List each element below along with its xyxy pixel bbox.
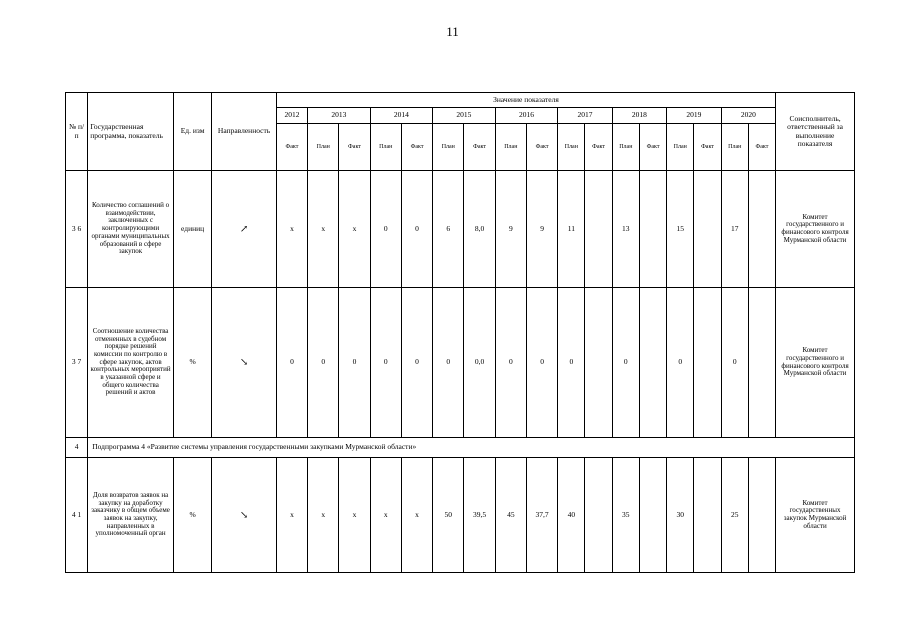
value-cell: 0 xyxy=(401,288,432,438)
sub-label: Факт xyxy=(464,124,495,171)
row-num: 3 7 xyxy=(66,288,88,438)
subprogram-title: Подпрограмма 4 «Развитие системы управления государственными закупками Мурманской области» xyxy=(88,438,855,458)
value-cell: 0 xyxy=(526,288,557,438)
value-cell xyxy=(639,458,666,573)
year-header: 2020 xyxy=(721,108,775,124)
sub-label: План xyxy=(370,124,401,171)
value-cell: 50 xyxy=(433,458,464,573)
value-cell: 39,5 xyxy=(464,458,495,573)
year-header: 2018 xyxy=(612,108,666,124)
value-cell: 9 xyxy=(526,171,557,288)
value-cell: x xyxy=(401,458,432,573)
value-cell: x xyxy=(308,171,339,288)
value-cell: 0 xyxy=(370,288,401,438)
value-cell: 0 xyxy=(558,288,585,438)
value-cell xyxy=(694,288,721,438)
indicator-name: Доля возвратов заявок на закупку на доработку заказчику в общем объеме заявок на закупку, направленных в уполномоченный орган xyxy=(88,458,174,573)
sub-label: План xyxy=(495,124,526,171)
value-cell xyxy=(639,171,666,288)
table-row xyxy=(66,458,855,573)
sub-label: Факт xyxy=(526,124,557,171)
row-num: 4 1 xyxy=(66,458,88,573)
year-header: 2014 xyxy=(370,108,433,124)
value-cell xyxy=(694,171,721,288)
header-direction: Направленность xyxy=(212,93,277,171)
value-cell: 0 xyxy=(339,288,370,438)
table-row xyxy=(66,171,855,288)
value-cell: 0 xyxy=(401,171,432,288)
unit-cell: % xyxy=(173,288,211,438)
value-cell: x xyxy=(276,171,307,288)
value-cell: 0 xyxy=(667,288,694,438)
value-cell xyxy=(748,458,775,573)
value-cell: 0 xyxy=(370,171,401,288)
value-cell: 35 xyxy=(612,458,639,573)
value-cell xyxy=(585,171,612,288)
sub-label: Факт xyxy=(339,124,370,171)
value-cell xyxy=(639,288,666,438)
value-cell: 37,7 xyxy=(526,458,557,573)
value-cell: x xyxy=(308,458,339,573)
sub-label: План xyxy=(308,124,339,171)
value-cell: 40 xyxy=(558,458,585,573)
sub-label: План xyxy=(558,124,585,171)
value-cell: x xyxy=(339,171,370,288)
sub-label: План xyxy=(667,124,694,171)
value-cell xyxy=(694,458,721,573)
value-cell: 0 xyxy=(721,288,748,438)
sub-label: Факт xyxy=(748,124,775,171)
value-cell: 0 xyxy=(308,288,339,438)
value-cell: 13 xyxy=(612,171,639,288)
value-cell: 0 xyxy=(276,288,307,438)
indicator-name: Количество соглашений о взаимодействии, заключенных с контролирующими органами муниципальных образований в сфере закупок xyxy=(88,171,174,288)
header-unit: Ед. изм xyxy=(173,93,211,171)
value-cell: 11 xyxy=(558,171,585,288)
subprogram-row xyxy=(66,438,855,458)
value-cell: 6 xyxy=(433,171,464,288)
value-cell xyxy=(748,171,775,288)
unit-cell: % xyxy=(173,458,211,573)
year-header: 2019 xyxy=(667,108,721,124)
sub-label: Факт xyxy=(639,124,666,171)
table-row xyxy=(66,288,855,438)
value-cell xyxy=(585,458,612,573)
arrow-up-right-icon: ↗ xyxy=(212,171,277,288)
sub-label: План xyxy=(612,124,639,171)
row-num: 4 xyxy=(66,438,88,458)
responsible-cell: Комитет государственного и финансового контроля Мурманской области xyxy=(776,288,855,438)
value-cell: 0 xyxy=(433,288,464,438)
arrow-down-right-icon: ↘ xyxy=(212,288,277,438)
value-cell: x xyxy=(339,458,370,573)
sub-label: План xyxy=(433,124,464,171)
value-cell xyxy=(748,288,775,438)
header-responsible: Соисполнитель, ответственный за выполнение показателя xyxy=(776,93,855,171)
sub-label: Факт xyxy=(694,124,721,171)
header-value-title: Значение показателя xyxy=(276,93,775,108)
sub-label: Факт xyxy=(276,124,307,171)
responsible-cell: Комитет государственных закупок Мурманской области xyxy=(776,458,855,573)
indicators-table xyxy=(65,92,855,573)
unit-cell: единиц xyxy=(173,171,211,288)
value-cell: 17 xyxy=(721,171,748,288)
value-cell: 15 xyxy=(667,171,694,288)
arrow-down-right-icon: ↘ xyxy=(212,458,277,573)
year-header: 2013 xyxy=(308,108,371,124)
value-cell: 8,0 xyxy=(464,171,495,288)
value-cell: 0 xyxy=(612,288,639,438)
value-cell: 9 xyxy=(495,171,526,288)
sub-label: Факт xyxy=(585,124,612,171)
year-header: 2012 xyxy=(276,108,307,124)
year-header: 2017 xyxy=(558,108,612,124)
sub-label: План xyxy=(721,124,748,171)
sub-label: Факт xyxy=(401,124,432,171)
page-number: 11 xyxy=(446,24,459,39)
year-header: 2016 xyxy=(495,108,558,124)
year-header: 2015 xyxy=(433,108,496,124)
value-cell: 30 xyxy=(667,458,694,573)
header-num: № п/п xyxy=(66,93,88,171)
indicator-name: Соотношение количества отмененных в судебном порядке решений комиссии по контролю в сфере закупок, актов контрольных мероприятий в указанной сфере и общего количества решений и актов xyxy=(88,288,174,438)
row-num: 3 6 xyxy=(66,171,88,288)
value-cell: 0,0 xyxy=(464,288,495,438)
header-program: Государственная программа, показатель xyxy=(88,93,174,171)
value-cell: x xyxy=(370,458,401,573)
value-cell xyxy=(585,288,612,438)
value-cell: 25 xyxy=(721,458,748,573)
value-cell: 45 xyxy=(495,458,526,573)
value-cell: 0 xyxy=(495,288,526,438)
responsible-cell: Комитет государственного и финансового контроля Мурманской области xyxy=(776,171,855,288)
value-cell: x xyxy=(276,458,307,573)
